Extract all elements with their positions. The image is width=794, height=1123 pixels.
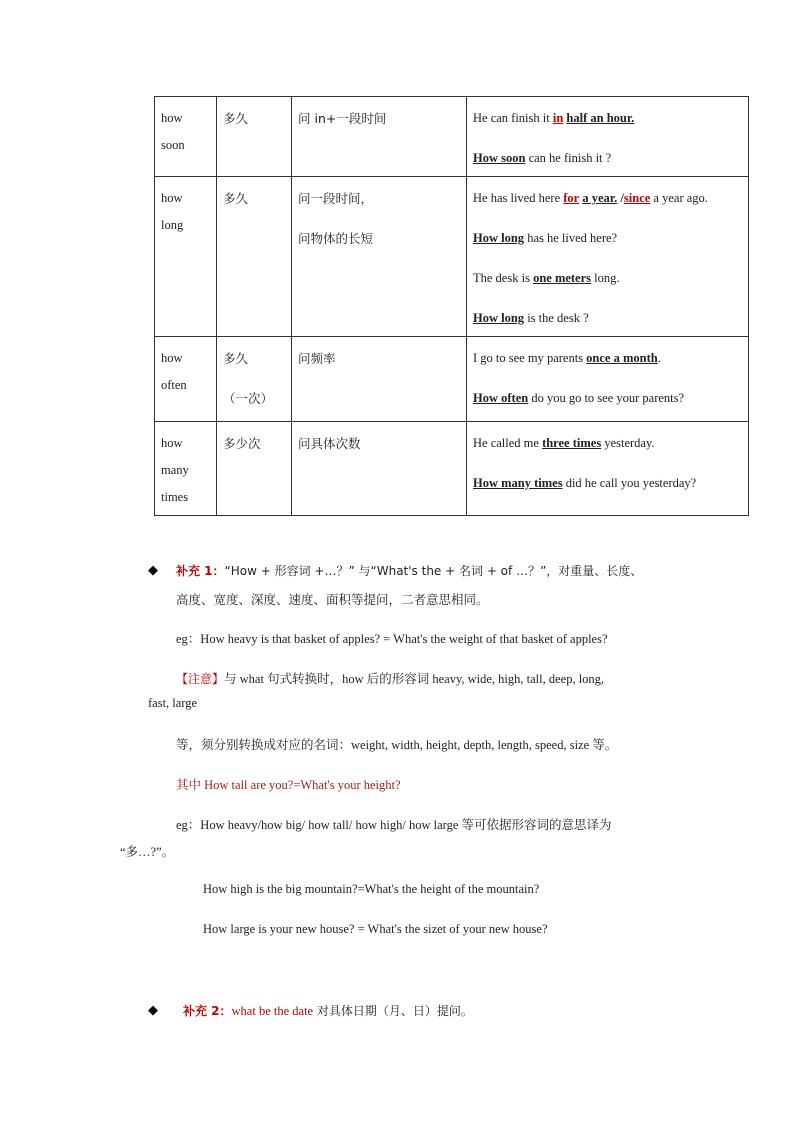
example-sentence <box>473 305 742 332</box>
usage-text: 问频率 <box>298 351 336 366</box>
example-cell <box>467 97 749 177</box>
word-part: how <box>161 191 183 205</box>
meaning-cell <box>217 177 292 337</box>
example-segment: one meters <box>533 271 592 285</box>
example-segment: long. <box>591 271 620 285</box>
usage-text: 问物体的长短 <box>298 231 374 246</box>
usage-text: 问 in+一段时间 <box>298 111 387 126</box>
example-segment: How long <box>473 311 525 325</box>
example-segment: is the desk ? <box>524 311 589 325</box>
example-sentence <box>473 470 742 497</box>
usage-text: 问一段时间， <box>298 191 374 206</box>
usage-cell <box>292 422 467 516</box>
word-part: times <box>161 490 189 504</box>
note1-label: 补充 1： <box>176 564 225 578</box>
example-sentence <box>473 265 742 292</box>
note2-text-red: what be the date <box>231 1004 314 1018</box>
notice-text2: fast, large <box>148 696 198 710</box>
note2-label: 补充 2： <box>183 1004 232 1018</box>
bullet-diamond-icon: ◆ <box>148 1002 158 1017</box>
note1-line1 <box>176 562 642 579</box>
example-sentence <box>473 185 742 212</box>
example-segment: has he lived here? <box>524 231 618 245</box>
usage-cell <box>292 97 467 177</box>
note1-eg2b: “多…?”。 <box>120 845 175 859</box>
word-cell <box>155 177 217 337</box>
note1-text2: 高度、宽度、深度、速度、面积等提问，二者意思相同。 <box>176 592 489 607</box>
example-cell <box>467 177 749 337</box>
meaning-cell <box>217 422 292 516</box>
example-segment: a year. <box>582 191 618 205</box>
example-segment: How soon <box>473 151 526 165</box>
word-cell <box>155 422 217 516</box>
note2-line <box>183 1002 473 1019</box>
bullet-diamond-icon: ◆ <box>148 562 158 577</box>
example-segment: can he finish it ? <box>525 151 612 165</box>
example-segment: three times <box>542 436 602 450</box>
example-segment: yesterday. <box>601 436 655 450</box>
example-segment: once a month <box>586 351 658 365</box>
meaning-note: （一次） <box>223 391 274 406</box>
word-part: often <box>161 378 187 392</box>
note1-text1: “How + 形容词 +…？” 与“What's the + 名词 + of …？”，对重量、长度、 <box>224 564 643 578</box>
meaning-text: 多久 <box>223 111 249 126</box>
usage-cell <box>292 177 467 337</box>
notice-label: 【注意】 <box>176 672 225 686</box>
word-part: soon <box>161 138 185 152</box>
meaning-text: 多久 <box>223 191 249 206</box>
word-part: long <box>161 218 184 232</box>
usage-text: 问具体次数 <box>298 436 361 451</box>
example-cell <box>467 337 749 422</box>
notice-line <box>176 669 604 687</box>
example-segment: I go to see my parents <box>473 351 587 365</box>
table-row <box>155 337 749 422</box>
example-segment: a year ago. <box>650 191 708 205</box>
example-segment: He called me <box>473 436 543 450</box>
example-segment: The desk is <box>473 271 534 285</box>
example-sentence <box>473 105 742 132</box>
notice-text3: 等，须分别转换成对应的名词：weight, width, height, depth, length, speed, size 等。 <box>176 738 618 752</box>
note1-eg2: eg：How heavy/how big/ how tall/ how high/ how large 等可依据形容词的意思译为 <box>176 818 612 832</box>
example-segment: / <box>617 191 624 205</box>
word-cell <box>155 97 217 177</box>
example-sentence <box>473 225 742 252</box>
table-row <box>155 422 749 516</box>
word-part: how <box>161 111 183 125</box>
example-sentence <box>473 145 742 172</box>
example-segment: in <box>552 111 564 125</box>
example-cell <box>467 422 749 516</box>
example-segment: do you go to see your parents? <box>528 391 685 405</box>
example-segment: How often <box>473 391 529 405</box>
example-segment: since <box>623 191 651 205</box>
table-row <box>155 177 749 337</box>
example-sentence <box>473 430 742 457</box>
word-cell <box>155 337 217 422</box>
example-segment: He can finish it <box>473 111 553 125</box>
example-segment: did he call you yesterday? <box>562 476 697 490</box>
meaning-cell <box>217 337 292 422</box>
note1-eg1: eg：How heavy is that basket of apples? = What's the weight of that basket of apples? <box>176 632 608 646</box>
example-segment: How long <box>473 231 525 245</box>
example-segment: How many times <box>473 476 563 490</box>
usage-cell <box>292 337 467 422</box>
word-part: many <box>161 463 189 477</box>
notice-text: 与 what 句式转换时，how 后的形容词 heavy, wide, high, tall, deep, long, <box>224 672 605 686</box>
example-segment: for <box>563 191 580 205</box>
word-part: how <box>161 436 183 450</box>
example-sentence <box>473 385 742 412</box>
example-sentence <box>473 345 742 372</box>
note2-text: 对具体日期（月、日）提问。 <box>313 1004 473 1018</box>
meaning-text: 多久 <box>223 351 249 366</box>
meaning-cell <box>217 97 292 177</box>
example-house: How large is your new house? = What's the sizet of your new house? <box>203 922 548 936</box>
example-mountain: How high is the big mountain?=What's the height of the mountain? <box>203 882 540 896</box>
tall-example: 其中 How tall are you?=What's your height? <box>176 778 401 792</box>
meaning-text: 多少次 <box>223 436 261 451</box>
example-segment: . <box>657 351 661 365</box>
word-part: how <box>161 351 183 365</box>
example-segment: half an hour. <box>566 111 635 125</box>
table-row <box>155 97 749 177</box>
example-segment: He has lived here <box>473 191 564 205</box>
question-words-table <box>154 96 749 516</box>
